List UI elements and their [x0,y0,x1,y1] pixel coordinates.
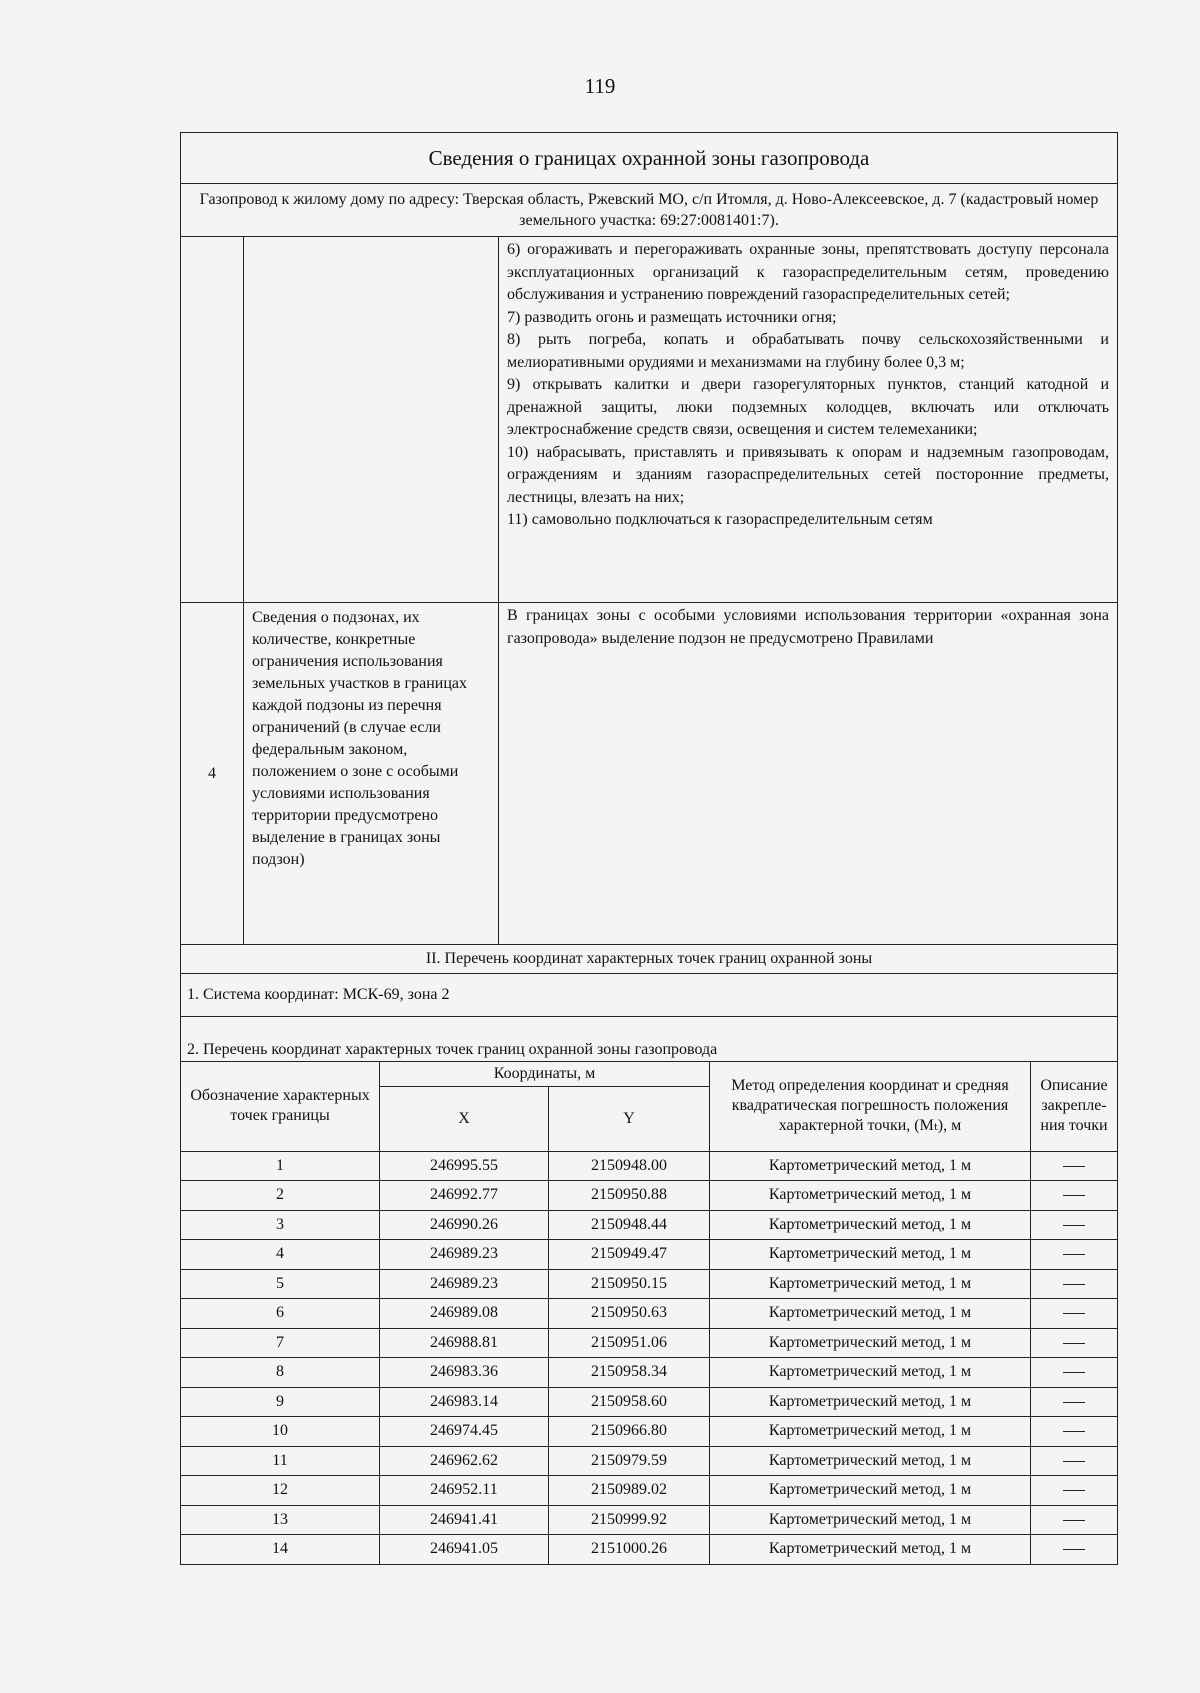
dash-mark [1063,1402,1085,1403]
header-x: X [380,1086,549,1151]
table-row [181,1210,1118,1240]
point-number: 10 [181,1417,380,1447]
point-number: 4 [181,1240,380,1270]
rules-row-number [181,237,244,603]
rule-item: 6) огораживать и перегораживать охранные зоны, препятствовать доступу персонала эксплуатационных организаций к газораспределительным сетям, проведению обслуживания и устранению повреждений газораспределительных сетей; [507,241,1109,303]
method-cell: Картометрический метод, 1 м [710,1151,1031,1181]
rule-item: 7) разводить огонь и размещать источники огня; [507,308,837,326]
fixation-description [1031,1328,1118,1358]
point-number: 7 [181,1328,380,1358]
fixation-description [1031,1151,1118,1181]
header-method: Метод определения координат и средняя квадратическая погрешность положения характерной точки, (Mₜ), м [710,1061,1031,1151]
x-coordinate: 246983.36 [380,1358,549,1388]
dash-mark [1063,1195,1085,1196]
x-coordinate: 246952.11 [380,1476,549,1506]
x-coordinate: 246990.26 [380,1210,549,1240]
point-number: 6 [181,1299,380,1329]
method-cell: Картометрический метод, 1 м [710,1299,1031,1329]
dash-mark [1063,1490,1085,1491]
y-coordinate: 2150948.44 [549,1210,710,1240]
fixation-description [1031,1417,1118,1447]
x-coordinate: 246941.05 [380,1535,549,1565]
point-number: 11 [181,1446,380,1476]
y-coordinate: 2150951.06 [549,1328,710,1358]
header-description: Описание закрепле-ния точки [1031,1061,1118,1151]
y-coordinate: 2150948.00 [549,1151,710,1181]
subzone-row-text: В границах зоны с особыми условиями использования территории «охранная зона газопровода» выделение подзон не предусмотрено Правилами [499,603,1118,945]
table-row [181,1299,1118,1329]
fixation-description [1031,1505,1118,1535]
fixation-description [1031,1299,1118,1329]
y-coordinate: 2150949.47 [549,1240,710,1270]
x-coordinate: 246941.41 [380,1505,549,1535]
y-coordinate: 2150979.59 [549,1446,710,1476]
rules-list [499,237,1118,603]
fixation-description [1031,1446,1118,1476]
method-cell: Картометрический метод, 1 м [710,1181,1031,1211]
method-cell: Картометрический метод, 1 м [710,1358,1031,1388]
document-subtitle: Газопровод к жилому дому по адресу: Тверская область, Ржевский МО, с/п Итомля, д. Ново-Алексеевское, д. 7 (кадастровый номер земельного участка: 69:27:0081401:7). [181,184,1118,237]
point-number: 1 [181,1151,380,1181]
point-number: 12 [181,1476,380,1506]
table-row [181,1446,1118,1476]
rules-row-label [244,237,499,603]
method-cell: Картометрический метод, 1 м [710,1417,1031,1447]
y-coordinate: 2150958.60 [549,1387,710,1417]
method-cell: Картометрический метод, 1 м [710,1240,1031,1270]
method-cell: Картометрический метод, 1 м [710,1328,1031,1358]
y-coordinate: 2150950.88 [549,1181,710,1211]
table-row [181,1328,1118,1358]
point-number: 3 [181,1210,380,1240]
point-number: 5 [181,1269,380,1299]
method-cell: Картометрический метод, 1 м [710,1505,1031,1535]
table-row [181,1240,1118,1270]
dash-mark [1063,1431,1085,1432]
table-row [181,1181,1118,1211]
dash-mark [1063,1343,1085,1344]
fixation-description [1031,1210,1118,1240]
section-title: II. Перечень координат характерных точек границ охранной зоны [181,945,1118,974]
x-coordinate: 246974.45 [380,1417,549,1447]
header-coordinates: Координаты, м [380,1061,710,1086]
subzone-row-number: 4 [181,603,244,945]
coordinates-list-title: 2. Перечень координат характерных точек границ охранной зоны газопровода [181,1017,1118,1062]
fixation-description [1031,1476,1118,1506]
table-row [181,1151,1118,1181]
y-coordinate: 2150950.63 [549,1299,710,1329]
page-number: 119 [584,74,616,98]
y-coordinate: 2151000.26 [549,1535,710,1565]
point-number: 2 [181,1181,380,1211]
x-coordinate: 246989.23 [380,1269,549,1299]
x-coordinate: 246995.55 [380,1151,549,1181]
table-row [181,1387,1118,1417]
method-cell: Картометрический метод, 1 м [710,1446,1031,1476]
table-row [181,1535,1118,1565]
table-row [181,1505,1118,1535]
rule-item: 10) набрасывать, приставлять и привязывать к опорам и надземным газопроводам, ограждениям и зданиям газораспределительных сетей посторонние предметы, лестницы, влезать на них; [507,443,1109,506]
table-row [181,1476,1118,1506]
y-coordinate: 2150950.15 [549,1269,710,1299]
dash-mark [1063,1225,1085,1226]
dash-mark [1063,1372,1085,1373]
fixation-description [1031,1240,1118,1270]
method-cell: Картометрический метод, 1 м [710,1269,1031,1299]
dash-mark [1063,1254,1085,1255]
table-row [181,1417,1118,1447]
point-number: 13 [181,1505,380,1535]
document-title: Сведения о границах охранной зоны газопровода [181,133,1118,184]
fixation-description [1031,1387,1118,1417]
rule-item: 8) рыть погреба, копать и обрабатывать почву сельскохозяйственными и мелиоративными орудиями и механизмами на глубину более 0,3 м; [507,331,1109,371]
method-cell: Картометрический метод, 1 м [710,1476,1031,1506]
header-y: Y [549,1086,710,1151]
rules-row [181,237,1118,603]
method-cell: Картометрический метод, 1 м [710,1387,1031,1417]
dash-mark [1063,1520,1085,1521]
fixation-description [1031,1269,1118,1299]
method-cell: Картометрический метод, 1 м [710,1535,1031,1565]
x-coordinate: 246992.77 [380,1181,549,1211]
zone-info-table [180,132,1118,1062]
fixation-description [1031,1181,1118,1211]
y-coordinate: 2150989.02 [549,1476,710,1506]
y-coordinate: 2150958.34 [549,1358,710,1388]
coordinates-table [180,1061,1118,1565]
dash-mark [1063,1461,1085,1462]
x-coordinate: 246962.62 [380,1446,549,1476]
point-number: 8 [181,1358,380,1388]
fixation-description [1031,1358,1118,1388]
dash-mark [1063,1166,1085,1167]
point-number: 9 [181,1387,380,1417]
x-coordinate: 246989.08 [380,1299,549,1329]
x-coordinate: 246989.23 [380,1240,549,1270]
table-row [181,1358,1118,1388]
dash-mark [1063,1284,1085,1285]
coordinate-system: 1. Система координат: МСК-69, зона 2 [181,974,1118,1017]
x-coordinate: 246988.81 [380,1328,549,1358]
y-coordinate: 2150966.80 [549,1417,710,1447]
y-coordinate: 2150999.92 [549,1505,710,1535]
rule-item: 9) открывать калитки и двери газорегуляторных пунктов, станций катодной и дренажной защиты, люки подземных колодцев, включать или отключать электроснабжение средств связи, освещения и систем телемеханики; [507,376,1109,438]
dash-mark [1063,1313,1085,1314]
header-designation: Обозначение характерных точек границы [181,1061,380,1151]
method-cell: Картометрический метод, 1 м [710,1210,1031,1240]
table-row [181,1269,1118,1299]
dash-mark [1063,1549,1085,1550]
subzone-row-label: Сведения о подзонах, их количестве, конкретные ограничения использования земельных участков в границах каждой подзоны из перечня ограничений (в случае если федеральным законом, положением о зоне с особыми условиями использования территории предусмотрено выделение в границах зоны подзон) [244,603,499,945]
subzone-row [181,603,1118,945]
x-coordinate: 246983.14 [380,1387,549,1417]
rule-item: 11) самовольно подключаться к газораспределительным сетям [507,511,933,528]
coordinates-table-body [181,1151,1118,1564]
point-number: 14 [181,1535,380,1565]
fixation-description [1031,1535,1118,1565]
document-sheet [180,132,1118,1565]
